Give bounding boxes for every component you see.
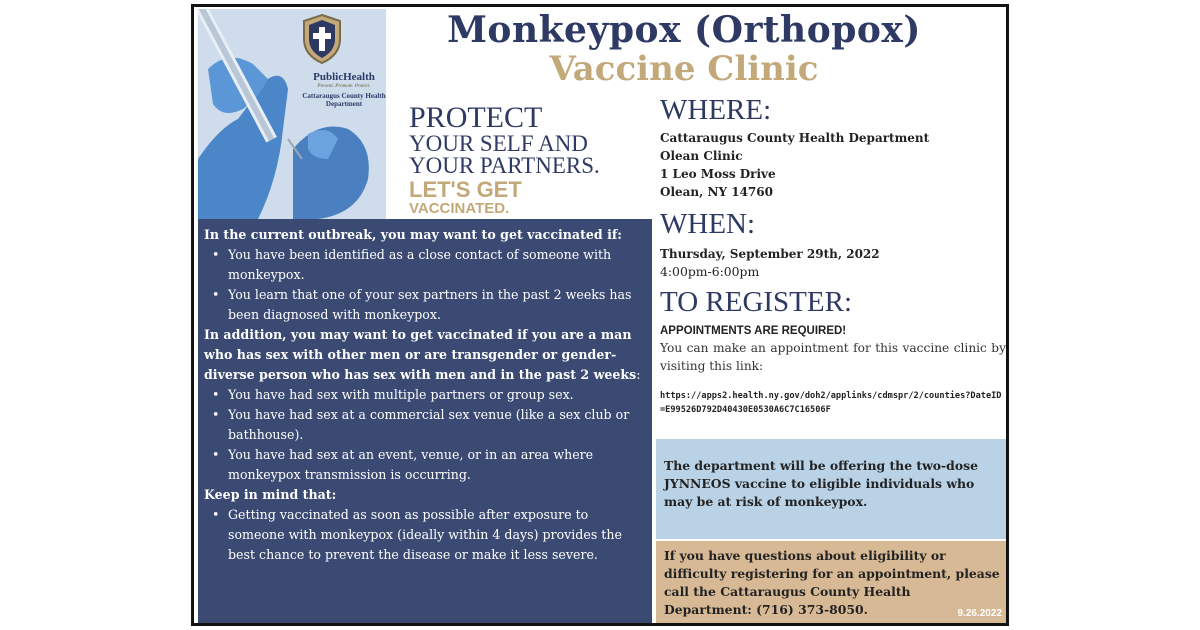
page-subtitle: Vaccine Clinic: [549, 49, 819, 89]
eligibility-addition-tail: :: [636, 367, 641, 382]
where-line-1: Cattaraugus County Health Department: [660, 131, 930, 145]
where-line-4: Olean, NY 14760: [660, 185, 773, 199]
date-stamp: 9.26.2022: [957, 608, 1002, 619]
register-required: APPOINTMENTS ARE REQUIRED!: [660, 325, 847, 337]
eligibility-list-1: [204, 245, 646, 325]
when-date: Thursday, September 29th, 2022: [660, 247, 880, 261]
register-instructions: You can make an appointment for this vaccine clinic by visiting this link:: [660, 341, 1006, 373]
eligibility-addition-bold: In addition, you may want to get vaccinated if you are a man who has sex with other men or are transgender or gender-diverse person who has sex with men and in the past 2 weeks: [204, 327, 637, 382]
protect-line-2: YOUR SELF AND: [409, 131, 588, 156]
public-health-logo: [302, 13, 386, 113]
vaccine-photo: [198, 9, 386, 219]
eligibility-intro: In the current outbreak, you may want to get vaccinated if:: [204, 227, 622, 242]
eligibility-list-2: [204, 385, 646, 485]
list-item: • You have been identified as a close contact of someone with monkeypox.: [228, 245, 646, 285]
protect-line-5: VACCINATED.: [409, 200, 510, 217]
keep-in-mind-heading: Keep in mind that:: [204, 487, 337, 502]
clinic-details: [660, 95, 1006, 417]
register-heading: TO REGISTER:: [660, 286, 852, 318]
list-item: • You learn that one of your sex partners in the past 2 weeks has been diagnosed with monkeypox.: [228, 285, 646, 325]
list-item: • You have had sex at a commercial sex venue (like a sex club or bathhouse).: [228, 405, 646, 445]
logo-department: Cattaraugus County Health Department: [302, 92, 386, 108]
eligibility-panel: [198, 219, 652, 623]
vaccine-clinic-flyer: [191, 4, 1009, 626]
logo-tagline: Prevent. Promote. Protect.: [317, 84, 371, 89]
when-time: 4:00pm-6:00pm: [660, 264, 760, 279]
vaccine-note: The department will be offering the two-dose JYNNEOS vaccine to eligible individuals who may be at risk of monkeypox.: [664, 458, 978, 509]
vaccine-note-box: [656, 439, 1008, 539]
when-details: [660, 245, 1006, 281]
when-heading: WHEN:: [660, 208, 756, 240]
protect-line-3: YOUR PARTNERS.: [409, 153, 600, 178]
eligibility-addition: [204, 325, 646, 385]
shield-icon: [302, 13, 342, 65]
list-item: • You have had sex at an event, venue, or in an area where monkeypox transmission is occurring.: [228, 445, 646, 485]
list-item: • You have had sex with multiple partners or group sex.: [228, 385, 646, 405]
logo-title: PublicHealth: [313, 71, 375, 83]
where-line-3: 1 Leo Moss Drive: [660, 167, 776, 181]
questions-box: [656, 541, 1008, 626]
list-item: • Getting vaccinated as soon as possible after exposure to someone with monkeypox (ideally within 4 days) provides the best chance to prevent the disease or make it less severe.: [228, 505, 646, 565]
protect-line-4: LET'S GET: [409, 177, 522, 202]
eligibility-list-3: [204, 505, 646, 565]
questions-note: If you have questions about eligibility or difficulty registering for an appointment, please call the Cattaraugus County Health Department: (716) 373-8050.: [664, 548, 1000, 617]
where-address: [660, 129, 1006, 201]
register-link[interactable]: https://apps2.health.ny.gov/doh2/applinks/cdmspr/2/counties?DateID=E99526D792D40430E0530A6C7C16506F: [660, 391, 1002, 415]
protect-slogan: [409, 103, 600, 217]
protect-line-1: PROTECT: [409, 101, 543, 134]
where-heading: WHERE:: [660, 94, 772, 126]
where-line-2: Olean Clinic: [660, 149, 743, 163]
page-title: Monkeypox (Orthopox): [447, 9, 921, 51]
